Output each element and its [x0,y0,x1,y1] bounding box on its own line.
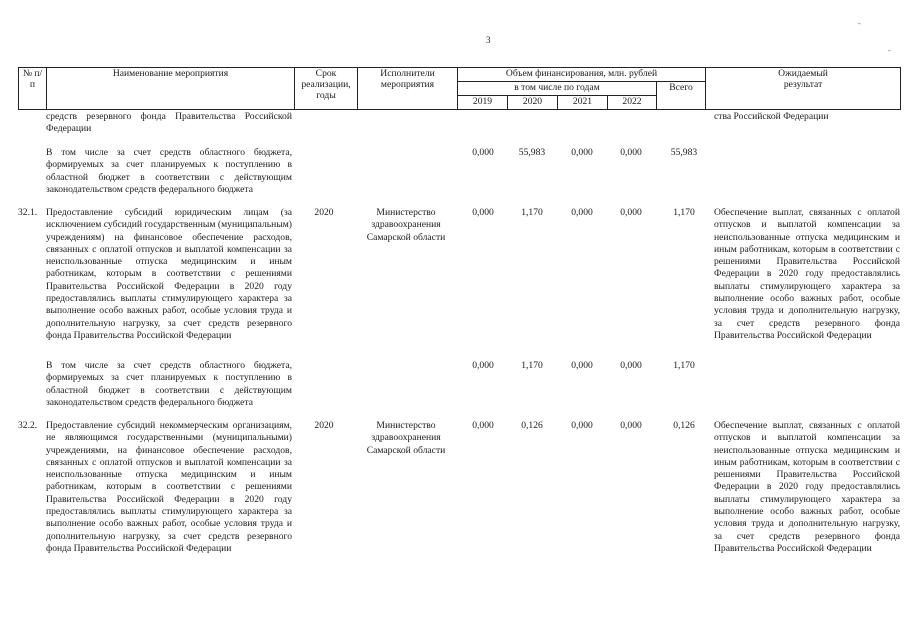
header-year-2019: 2019 [458,96,508,110]
header-volume: Объем финансирования, млн. рублей [458,68,706,82]
row-result: ства Российской Федерации [714,111,829,122]
value-2019: 0,000 [472,360,494,371]
row-name: Предоставление субсидий юридическим лицам (за исключением субсидий государственным (муниципальным) учреждениям) на финансовое обеспечение расходов, связанных с оплатой отпусков и выплатой компенсации за неиспользованные отпуска медицинским и иным работникам, которым в соответствии с решениями Правительства Российской Федерации в 2020 году предоставлялись выплаты стимулирующего характера за выполнение особо важных работ, особые условия труда и дополнительную нагрузку, за счет средств резервного фонда Правительства Российской Федерации [46,207,292,341]
scan-mark: - [888,46,891,55]
value-2019: 0,000 [472,147,494,158]
row-executor: Министерство здравоохранения Самарской области [366,420,446,456]
value-2019: 0,000 [472,420,494,431]
row-name: Предоставление субсидий некоммерческим организациям, не являющимся государственными (муниципальными) учреждениями, на финансовое обеспечение расходов, связанных с оплатой отпусков и выплатой компенсации за неиспользованные отпуска медицинским и иным работникам, которым в соответствии с решениями Правительства Российской Федерации в 2020 году предоставлялись выплаты стимулирующего характера за выполнение особо важных работ, особые условия труда и дополнительную нагрузку, за счет средств резервного фонда Правительства Российской Федерации [46,420,292,554]
row-term: 2020 [314,207,334,218]
value-2021: 0,000 [571,420,593,431]
value-total: 0,126 [673,420,695,431]
value-total: 1,170 [673,360,695,371]
header-executors: Исполнители мероприятия [358,68,458,110]
value-2019: 0,000 [472,207,494,218]
value-2021: 0,000 [571,207,593,218]
value-2020: 1,170 [521,360,543,371]
value-2022: 0,000 [620,207,642,218]
value-2020: 55,983 [518,147,546,158]
value-2021: 0,000 [571,360,593,371]
row-number: 32.1. [18,207,38,218]
value-total: 1,170 [673,207,695,218]
header-year-2022: 2022 [608,96,657,110]
row-executor: Министерство здравоохранения Самарской области [366,207,446,243]
table-header [18,67,901,110]
row-name: В том числе за счет средств областного бюджета, формируемых за счет планируемых к поступлению в областной бюджет в соответствии с действующим законодательством средств федерального бюджета [46,360,292,408]
header-name: Наименование мероприятия [47,68,295,110]
row-number: 32.2. [18,420,38,431]
value-2020: 1,170 [521,207,543,218]
value-2022: 0,000 [620,360,642,371]
header-total: Всего [657,82,706,110]
scan-mark: - [858,19,861,28]
row-result: Обеспечение выплат, связанных с оплатой отпусков и выплатой компенсации за неиспользованные отпуска медицинским и иным работникам, которым в соответствии с решениями Правительства Российской Федерации в 2020 году предоставлялись выплаты стимулирующего характера за выполнение особо важных работ, особые условия труда и дополнительную нагрузку, за счет средств резервного фонда Правительства Российской Федерации [714,420,900,554]
row-name: В том числе за счет средств областного бюджета, формируемых за счет планируемых к поступлению в областной бюджет в соответствии с действующим законодательством средств федерального бюджета [46,147,292,195]
value-2021: 0,000 [571,147,593,158]
header-year-2020: 2020 [508,96,558,110]
value-2020: 0,126 [521,420,543,431]
value-total: 55,983 [670,147,698,158]
header-by-years: в том числе по годам [458,82,657,96]
header-result: Ожидаемый результат [706,68,901,110]
value-2022: 0,000 [620,420,642,431]
row-result: Обеспечение выплат, связанных с оплатой отпусков и выплатой компенсации за неиспользованные отпуска медицинским и иным работникам, которым в соответствии с решениями Правительства Российской Федерации в 2020 году предоставлялись выплаты стимулирующего характера за выполнение особо важных работ, особые условия труда и дополнительную нагрузку, за счет средств резервного фонда Правительства Российской Федерации [714,207,900,341]
row-name: средств резервного фонда Правительства Российской Федерации [46,111,292,135]
header-num: № п/п [19,68,47,110]
row-term: 2020 [314,420,334,431]
header-term: Срок реализации, годы [295,68,358,110]
page-number: 3 [486,35,491,45]
value-2022: 0,000 [620,147,642,158]
header-year-2021: 2021 [558,96,608,110]
